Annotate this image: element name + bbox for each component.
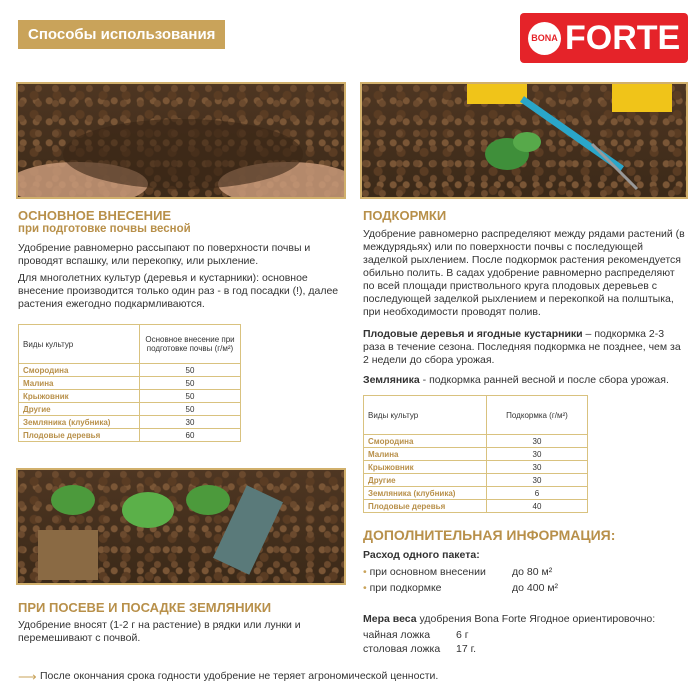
top-dressing-table <box>363 395 588 513</box>
table-header-rate: Основное внесение при подготовке почвы (г/м²) <box>140 325 241 364</box>
table-row: Плодовые деревья 60 <box>19 429 241 442</box>
fruit-trees-text: Плодовые деревья и ягодные кустарники – подкормка 2-3 раза в течение сезона. Последняя подкормка не позднее, чем за 2 недели до сбора урожая. <box>363 328 681 366</box>
table-row: Малина 30 <box>364 448 588 461</box>
table-header-crops: Виды культур <box>364 396 487 435</box>
strawberry-seedlings-photo <box>16 468 346 585</box>
measure-text: Мера веса удобрения Bona Forte Ягодное ориентировочно: <box>363 613 656 625</box>
seedlings-illustration-icon <box>18 470 346 585</box>
table-row: Смородина 50 <box>19 364 241 377</box>
top-dressing-text: Удобрение равномерно распределяют между рядами растений (в междурядьях) или по поверхности почвы с последующей заделкой рыхлением. После подкормок растения рекомендуется обильно полить. В садах удобрение равномерно распределяют по всей площади приствольного круга плодовых деревьев с последующей заделкой рыхлением и перекопкой на полштыка, при необходимости проводят полив. <box>363 228 685 318</box>
hands-illustration-icon <box>18 84 346 199</box>
table-row: Другие 50 <box>19 403 241 416</box>
additional-info-title: ДОПОЛНИТЕЛЬНАЯ ИНФОРМАЦИЯ: <box>363 527 616 543</box>
sowing-title: ПРИ ПОСЕВЕ И ПОСАДКЕ ЗЕМЛЯНИКИ <box>18 600 272 615</box>
main-application-table <box>18 324 241 442</box>
footer-note: После окончания срока годности удобрение не теряет агрономической ценности. <box>40 670 439 682</box>
consumption-item: • при основном внесении до 80 м² <box>363 566 553 578</box>
garden-tool-illustration-icon <box>362 84 688 199</box>
logo-mark-icon: BONA <box>528 22 561 55</box>
garden-tool-photo <box>360 82 688 199</box>
table-header-rate: Подкормка (г/м²) <box>487 396 588 435</box>
soil-hands-photo <box>16 82 346 199</box>
main-application-title: ОСНОВНОЕ ВНЕСЕНИЕ <box>18 208 172 223</box>
main-application-subtitle: при подготовке почвы весной <box>18 223 191 235</box>
measure-item: столовая ложка 17 г. <box>363 643 477 655</box>
table-row: Крыжовник 50 <box>19 390 241 403</box>
table-row: Плодовые деревья 40 <box>364 500 588 513</box>
consumption-title: Расход одного пакета: <box>363 549 480 561</box>
main-application-text-2: Для многолетних культур (деревья и кустарники): основное внесение производится только один раз - в год посадки (!), далее растения ежегодно подкармливаются. <box>18 272 339 310</box>
table-row: Малина 50 <box>19 377 241 390</box>
sowing-text: Удобрение вносят (1-2 г на растение) в рядки или лунки и перемешивают с почвой. <box>18 619 301 644</box>
table-row: Крыжовник 30 <box>364 461 588 474</box>
table-header-crops: Виды культур <box>19 325 140 364</box>
section-banner: Способы использования <box>18 20 225 49</box>
top-dressing-title: ПОДКОРМКИ <box>363 208 447 223</box>
consumption-item: • при подкормке до 400 м² <box>363 582 559 594</box>
measure-item: чайная ложка 6 г <box>363 629 469 641</box>
main-application-text-1: Удобрение равномерно рассыпают по поверхности почвы и проводят вспашку, или перекопку, или рыхление. <box>18 242 311 267</box>
arrow-right-icon: ⟶ <box>18 669 37 684</box>
bona-forte-logo <box>520 13 688 63</box>
table-row: Другие 30 <box>364 474 588 487</box>
table-row: Земляника (клубника) 30 <box>19 416 241 429</box>
table-row: Смородина 30 <box>364 435 588 448</box>
strawberry-text: Земляника - подкормка ранней весной и после сбора урожая. <box>363 374 669 386</box>
table-row: Земляника (клубника) 6 <box>364 487 588 500</box>
logo-text: FORTE <box>565 18 681 57</box>
